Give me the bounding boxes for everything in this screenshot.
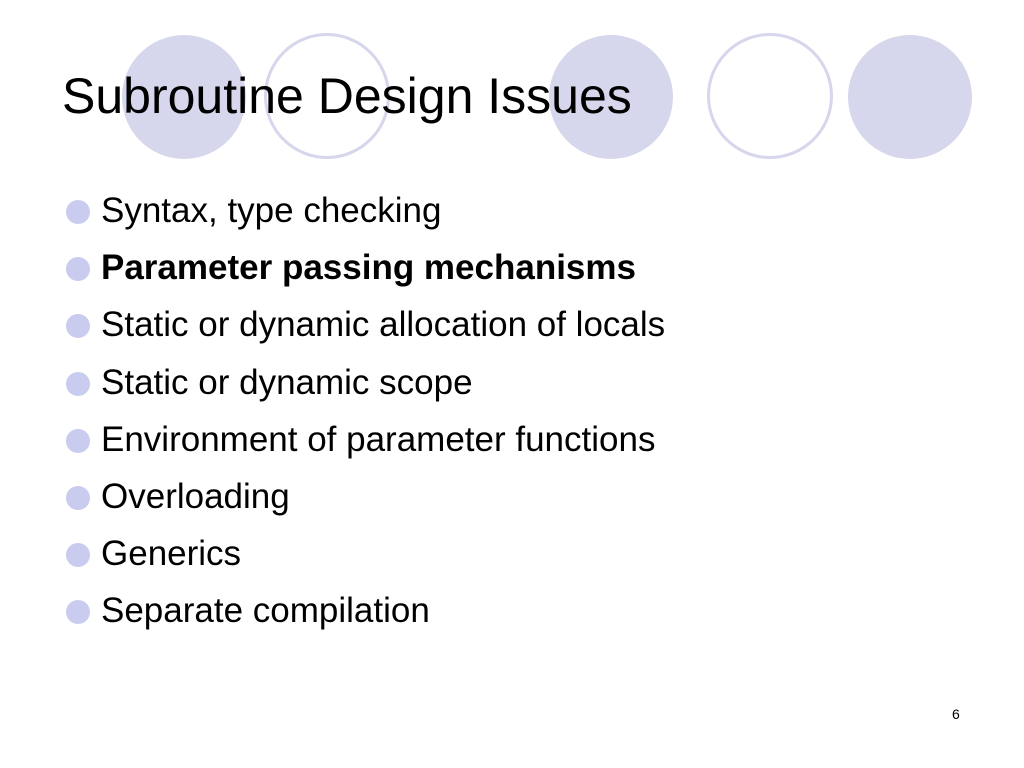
bullet-dot-icon [66, 314, 90, 338]
bullet-item [66, 354, 665, 411]
slide-title: Subroutine Design Issues [62, 68, 632, 124]
bullet-text: Parameter passing mechanisms [101, 248, 636, 288]
bullet-text: Syntax, type checking [101, 191, 442, 230]
bullet-item [66, 525, 665, 582]
page-number: 6 [952, 706, 960, 722]
decor-circle-ring-2 [707, 33, 833, 159]
bullet-item [66, 296, 665, 353]
bullet-dot-icon [66, 543, 90, 567]
bullet-dot-icon [66, 486, 90, 510]
bullet-text: Static or dynamic scope [101, 362, 473, 402]
bullet-dot-icon [66, 257, 90, 281]
bullet-item [66, 239, 665, 296]
bullet-dot-icon [66, 372, 90, 396]
bullet-item [66, 411, 665, 468]
bullet-text: Static or dynamic allocation of locals [101, 305, 666, 345]
bullet-text: Overloading [101, 476, 290, 516]
bullet-text: Generics [101, 534, 242, 574]
bullet-text: Separate compilation [101, 591, 430, 631]
bullet-item [66, 582, 665, 639]
bullet-item [66, 182, 665, 239]
bullet-list [66, 182, 665, 640]
decor-circle-filled-3 [848, 35, 972, 159]
bullet-dot-icon [66, 600, 90, 624]
bullet-dot-icon [66, 200, 90, 224]
bullet-dot-icon [66, 429, 90, 453]
bullet-item [66, 468, 665, 525]
bullet-text: Environment of parameter functions [101, 419, 656, 459]
